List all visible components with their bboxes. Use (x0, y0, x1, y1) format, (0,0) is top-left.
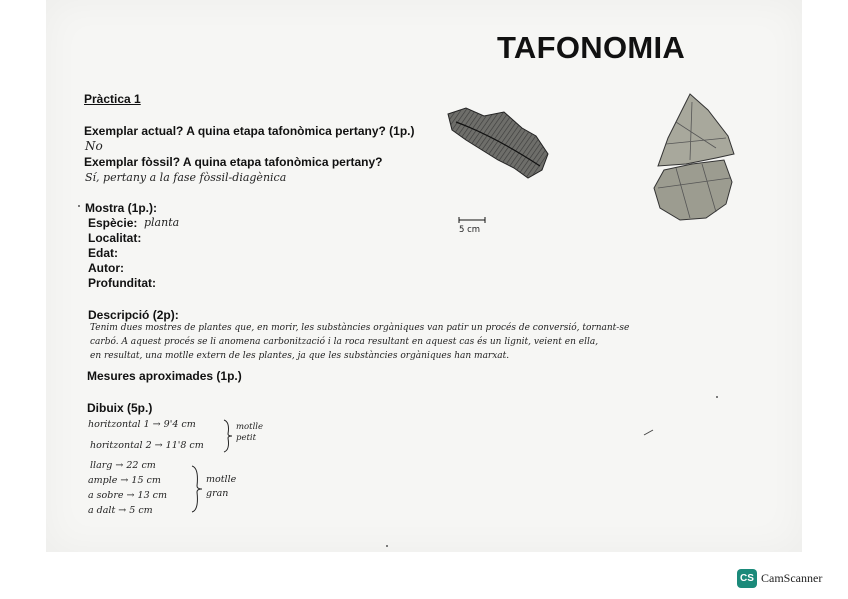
description-line-3: en resultat, una motlle extern de les plantes, ja que les substàncies orgàniques han marxat. (90, 351, 510, 361)
species-label: Espècie: (88, 216, 138, 230)
scanned-page (46, 0, 802, 552)
question-current-specimen: Exemplar actual? A quina etapa tafonòmica pertany? (1p.) (84, 124, 415, 138)
answer-current-specimen: No (85, 139, 103, 153)
description-heading: Descripció (2p): (88, 308, 179, 322)
measure-upper: a dalt → 5 cm (88, 505, 153, 516)
answer-fossil-specimen: Sí, pertany a la fase fòssil-diagènica (85, 171, 287, 184)
author-label: Autor: (88, 261, 124, 275)
small-mould-label-1: motlle (236, 422, 264, 432)
drawing-heading: Dibuix (5p.) (87, 401, 153, 415)
depth-label: Profunditat: (88, 276, 156, 290)
measure-top: a sobre → 13 cm (88, 490, 167, 501)
fossil-leaf-image (444, 106, 550, 180)
measures-heading: Mesures aproximades (1p.) (87, 369, 242, 383)
scan-speck (716, 396, 718, 398)
locality-label: Localitat: (88, 231, 142, 245)
measure-horizontal-2: horitzontal 2 → 11'8 cm (90, 440, 204, 451)
page-title: TAFONOMIA (497, 30, 686, 65)
scale-bar-label: 5 cm (459, 225, 481, 235)
sample-heading: Mostra (1p.): (85, 201, 157, 215)
measure-length: llarg → 22 cm (90, 460, 156, 471)
scan-speck (78, 205, 80, 207)
practice-heading: Pràctica 1 (84, 92, 141, 106)
scan-speck (386, 545, 388, 547)
description-line-1: Tenim dues mostres de plantes que, en morir, les substàncies orgàniques van patir un procés de conversió, tornant-se (90, 323, 630, 333)
brace-small (222, 418, 234, 454)
large-mould-label-2: gran (206, 488, 229, 499)
age-label: Edat: (88, 246, 118, 260)
question-fossil-specimen: Exemplar fòssil? A quina etapa tafonòmica pertany? (84, 155, 383, 169)
fossil-rock-image (646, 92, 738, 222)
species-value: planta (144, 216, 180, 229)
camscanner-brand: CamScanner (761, 571, 823, 585)
description-line-2: carbó. A aquest procés se li anomena carbonització i la roca resultant en aquest cas és un lignit, veient en ella, (90, 337, 599, 347)
measure-width: ample → 15 cm (88, 475, 161, 486)
large-mould-label-1: motlle (206, 474, 237, 485)
measure-horizontal-1: horitzontal 1 → 9'4 cm (88, 419, 196, 430)
camscanner-logo: CS (737, 569, 757, 588)
small-mould-label-2: petit (236, 433, 257, 443)
brace-large (190, 464, 204, 514)
scan-mark (643, 428, 655, 436)
